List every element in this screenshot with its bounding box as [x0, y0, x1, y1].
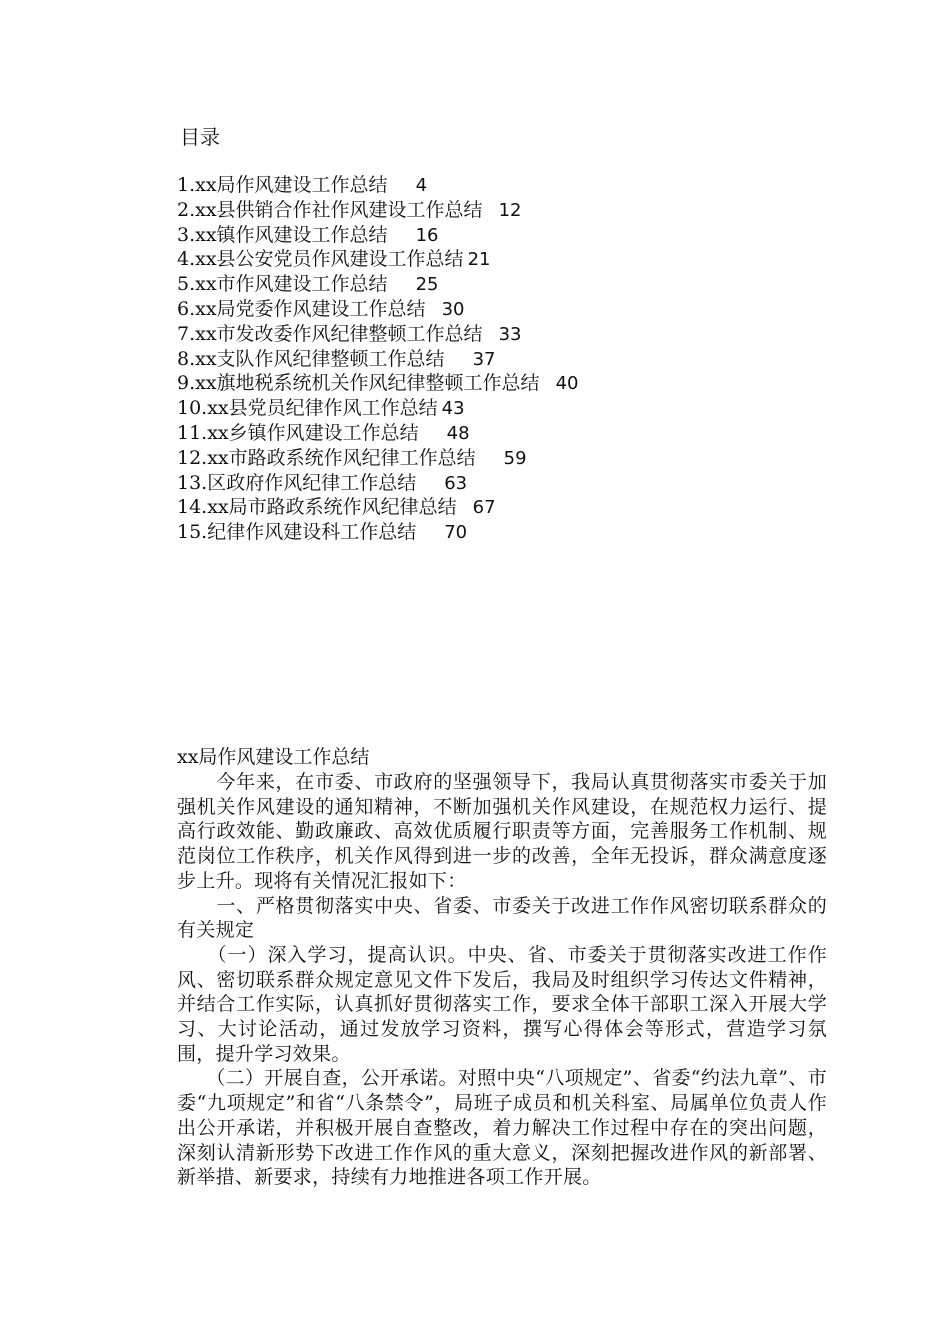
toc-item-label: 15.纪律作风建设科工作总结 [177, 521, 417, 544]
toc-item-page-number: 67 [472, 497, 496, 519]
toc-item-label: 11.xx乡镇作风建设工作总结 [177, 421, 419, 444]
toc-item-page-number: 12 [498, 199, 522, 221]
toc-item[interactable] [177, 173, 578, 198]
toc-item-page-number: 48 [446, 422, 470, 444]
toc-item[interactable] [177, 471, 578, 496]
toc-item-label: 7.xx市发改委作风纪律整顿工作总结 [177, 322, 483, 345]
toc-item[interactable] [177, 421, 578, 446]
paragraph-heading-one: 一、严格贯彻落实中央、省委、市委关于改进工作作风密切联系群众的有关规定 [177, 894, 827, 942]
toc-item-page-number: 25 [415, 274, 439, 296]
toc-item-label: 9.xx旗地税系统机关作风纪律整顿工作总结 [177, 372, 540, 395]
toc-item-label: 2.xx县供销合作社作风建设工作总结 [177, 198, 483, 221]
toc-item[interactable] [177, 272, 578, 297]
toc-item-label: 3.xx镇作风建设工作总结 [177, 223, 388, 246]
toc-list [177, 173, 578, 545]
toc-item-page-number: 33 [498, 323, 522, 345]
paragraph-study: （一）深入学习，提高认识。中央、省、市委关于贯彻落实改进工作作风、密切联系群众规定意见文件下发后，我局及时组织学习传达文件精神，并结合工作实际，认真抓好贯彻落实工作，要求全体干部职工深入开展大学习、大讨论活动，通过发放学习资料，撰写心得体会等形式，营造学习氛围，提升学习效果。 [177, 943, 827, 1065]
section-title: xx局作风建设工作总结 [177, 746, 370, 768]
toc-item-label: 12.xx市路政系统作风纪律工作总结 [177, 446, 476, 469]
toc-item-page-number: 37 [472, 348, 496, 370]
toc-item-page-number: 40 [555, 373, 579, 395]
toc-item[interactable] [177, 396, 578, 421]
toc-item-label: 8.xx支队作风纪律整顿工作总结 [177, 347, 445, 370]
toc-item[interactable] [177, 520, 578, 545]
toc-item[interactable] [177, 297, 578, 322]
toc-item-page-number: 16 [415, 224, 439, 246]
toc-item-page-number: 30 [441, 298, 465, 320]
toc-item-label: 5.xx市作风建设工作总结 [177, 273, 388, 296]
toc-item-label: 6.xx局党委作风建设工作总结 [177, 297, 426, 320]
toc-item[interactable] [177, 247, 578, 272]
toc-item-page-number: 70 [444, 522, 468, 544]
paragraph-intro: 今年来，在市委、市政府的坚强领导下，我局认真贯彻落实市委关于加强机关作风建设的通知精神，不断加强机关作风建设，在规范权力运行、提高行政效能、勤政廉政、高效优质履行职责等方面，完善服务工作机制、规范岗位工作秩序，机关作风得到进一步的改善，全年无投诉，群众满意度逐步上升。现将有关情况汇报如下： [177, 771, 827, 892]
toc-item[interactable] [177, 347, 578, 372]
toc-item[interactable] [177, 322, 578, 347]
toc-item[interactable] [177, 495, 578, 520]
toc-item-label: 4.xx县公安党员作风建设工作总结 [177, 248, 464, 271]
toc-item-label: 14.xx局市路政系统作风纪律总结 [177, 496, 457, 519]
toc-item-page-number: 59 [503, 447, 527, 469]
toc-item[interactable] [177, 223, 578, 248]
toc-item-page-number: 43 [441, 398, 465, 420]
toc-item-label: 10.xx县党员纪律作风工作总结 [177, 397, 438, 420]
toc-title: 目录 [180, 125, 220, 149]
toc-item[interactable] [177, 198, 578, 223]
toc-item-page-number: 21 [467, 249, 491, 271]
toc-item[interactable] [177, 371, 578, 396]
toc-item-label: 1.xx局作风建设工作总结 [177, 174, 388, 196]
paragraph-self-check: （二）开展自查，公开承诺。对照中央“八项规定”、省委“约法九章”、市委“九项规定”和省“八条禁令”，局班子成员和机关科室、局属单位负责人作出公开承诺，并积极开展自查整改，着力解决工作过程中存在的突出问题，深刻认清新形势下改进工作作风的重大意义，深刻把握改进作风的新部署、新举措、新要求，持续有力地推进各项工作开展。 [177, 1067, 827, 1189]
toc-item-label: 13.区政府作风纪律工作总结 [177, 471, 417, 494]
toc-item-page-number: 63 [444, 472, 468, 494]
toc-item-page-number: 4 [415, 175, 428, 196]
toc-item[interactable] [177, 446, 578, 471]
section-body [177, 745, 827, 1190]
